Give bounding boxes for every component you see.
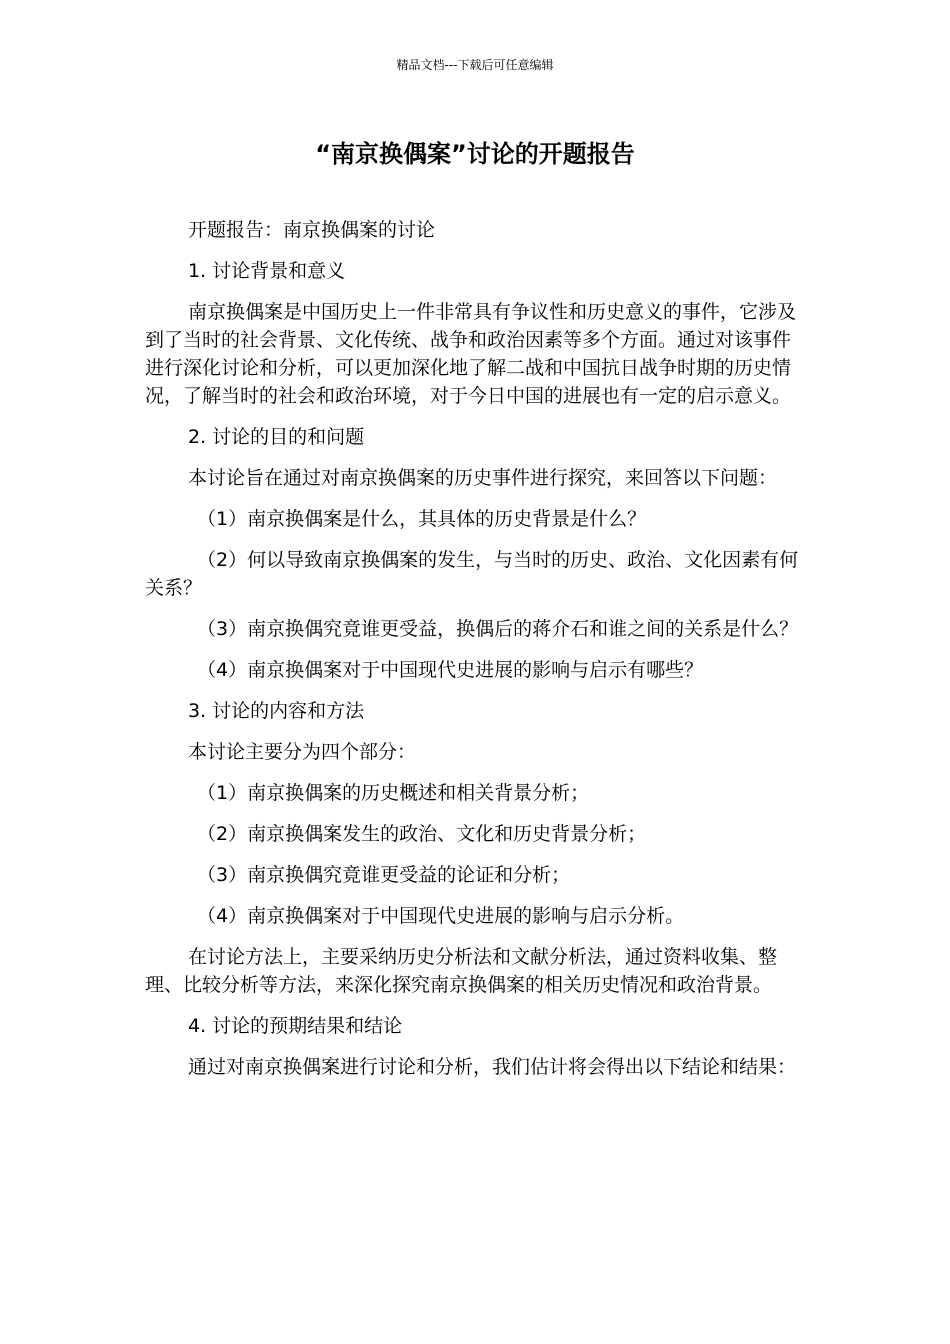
content-part-3: （3）南京换偶究竟谁更受益的论证和分析；	[197, 864, 571, 886]
section-4-heading: 4. 讨论的预期结果和结论	[188, 1015, 403, 1037]
page-title: “南京换偶案”讨论的开题报告	[315, 140, 635, 168]
section-2-paragraph: 本讨论旨在通过对南京换偶案的历史事件进行探究，来回答以下问题：	[188, 467, 778, 489]
question-1: （1）南京换偶案是什么，其具体的历史背景是什么？	[197, 508, 647, 530]
question-3: （3）南京换偶究竟谁更受益，换偶后的蒋介石和谁之间的关系是什么？	[197, 618, 799, 640]
section-3-heading: 3. 讨论的内容和方法	[188, 700, 365, 722]
content-part-2: （2）南京换偶案发生的政治、文化和历史背景分析；	[197, 823, 647, 845]
question-4: （4）南京换偶案对于中国现代史进展的影响与启示有哪些？	[197, 659, 704, 681]
section-1-paragraph: 南京换偶案是中国历史上一件非常具有争议性和历史意义的事件，它涉及到了当时的社会背景、文化传统、战争和政治因素等多个方面。通过对该事件进行深化讨论和分析，可以更加深化地了解二战和中国抗日战争时期的历史情况，了解当时的社会和政治环境，对于今日中国的进展也有一定的启示意义。	[145, 301, 797, 407]
content-part-4: （4）南京换偶案对于中国现代史进展的影响与启示分析。	[197, 905, 685, 927]
report-intro: 开题报告：南京换偶案的讨论	[188, 219, 436, 241]
question-2: （2）何以导致南京换偶案的发生，与当时的历史、政治、文化因素有何关系？	[145, 549, 799, 599]
content-part-1: （1）南京换偶案的历史概述和相关背景分析；	[197, 782, 590, 804]
section-3-paragraph: 本讨论主要分为四个部分：	[188, 741, 417, 763]
section-4-paragraph: 通过对南京换偶案进行讨论和分析，我们估计将会得出以下结论和结果：	[188, 1056, 797, 1078]
document-body	[145, 216, 807, 1094]
header-note: 精品文档---下载后可任意编辑	[396, 58, 554, 72]
method-paragraph: 在讨论方法上，主要采纳历史分析法和文献分析法，通过资料收集、整理、比较分析等方法，来深化探究南京换偶案的相关历史情况和政治背景。	[145, 946, 778, 996]
section-2-heading: 2. 讨论的目的和问题	[188, 426, 365, 448]
section-1-heading: 1. 讨论背景和意义	[188, 260, 346, 282]
